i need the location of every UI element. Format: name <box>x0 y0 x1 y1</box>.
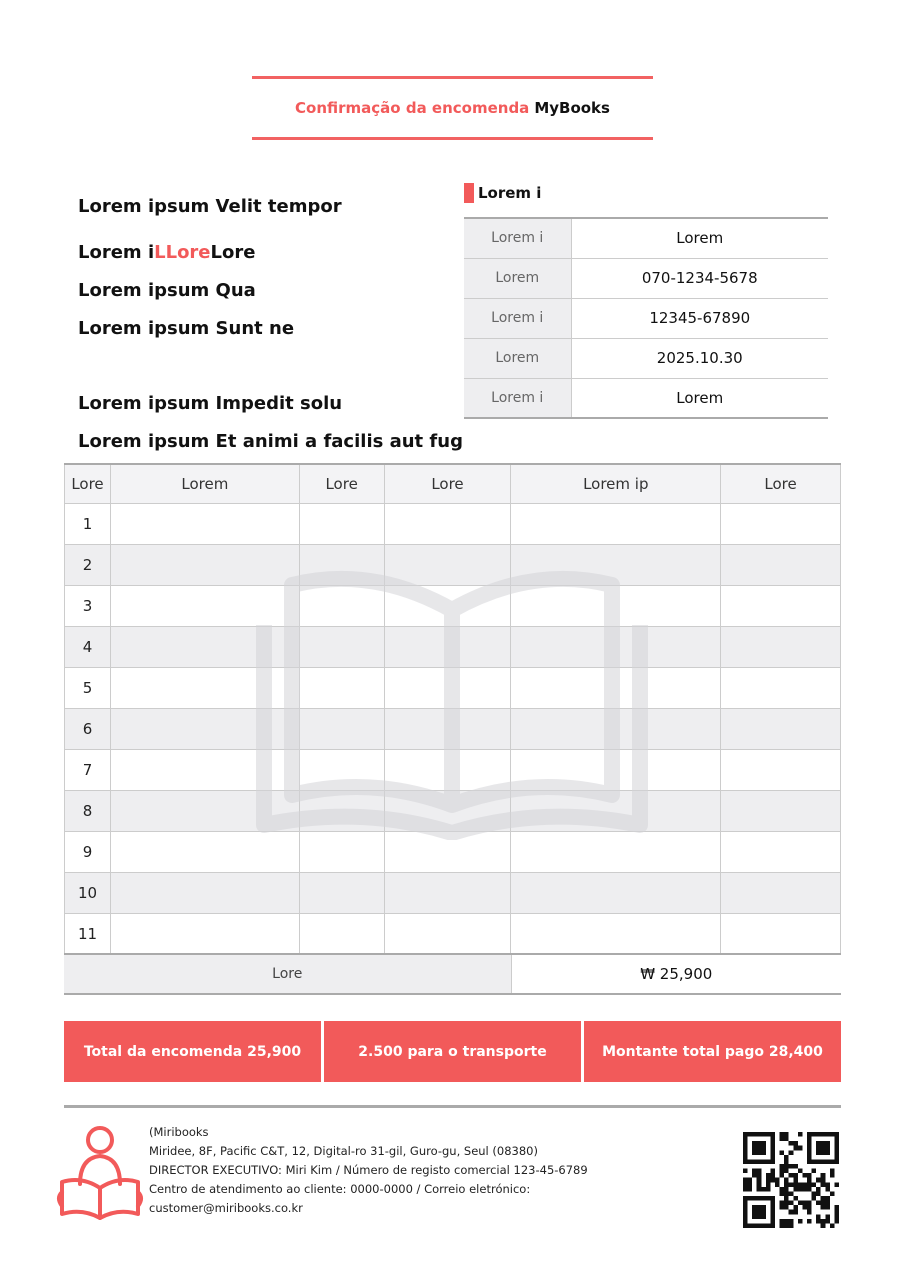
table-row <box>65 544 841 585</box>
customer-line-4: Lorem ipsum Sunt ne <box>78 318 295 339</box>
order-info-row <box>464 378 828 418</box>
customer-line-1: Lorem ipsum Velit tempor <box>78 196 342 217</box>
order-info-label: Lorem <box>464 258 571 298</box>
table-cell <box>299 626 384 667</box>
subtotal-label: Lore <box>64 954 511 994</box>
table-cell <box>110 585 299 626</box>
table-row <box>65 585 841 626</box>
row-number: 11 <box>65 913 111 954</box>
order-info-value: 2025.10.30 <box>571 338 828 378</box>
table-cell <box>511 790 721 831</box>
table-cell <box>110 503 299 544</box>
totals-bar <box>64 1021 841 1082</box>
table-cell <box>511 831 721 872</box>
company-support: Centro de atendimento ao cliente: 0000-0000 / Correio eletrónico: <box>149 1182 531 1196</box>
table-cell <box>721 749 841 790</box>
qr-code-icon <box>743 1132 839 1228</box>
footer-divider <box>64 1105 841 1108</box>
table-row <box>65 667 841 708</box>
column-header: Lore <box>299 464 384 503</box>
document-title <box>252 76 653 140</box>
table-cell <box>511 503 721 544</box>
table-row <box>65 503 841 544</box>
customer-line-2 <box>78 242 255 263</box>
table-cell <box>384 790 511 831</box>
column-header: Lorem ip <box>511 464 721 503</box>
customer-line-5: Lorem ipsum Impedit solu <box>78 393 343 414</box>
row-number: 6 <box>65 708 111 749</box>
table-cell <box>721 626 841 667</box>
table-cell <box>299 708 384 749</box>
table-cell <box>299 503 384 544</box>
table-row <box>65 872 841 913</box>
reader-icon <box>56 1122 144 1222</box>
row-number: 9 <box>65 831 111 872</box>
order-info-row <box>464 258 828 298</box>
customer-line-2-prefix: Lorem i <box>78 242 155 263</box>
table-row <box>65 708 841 749</box>
table-row <box>65 831 841 872</box>
order-info-value: 070-1234-5678 <box>571 258 828 298</box>
table-cell <box>299 790 384 831</box>
customer-line-2-highlight: LLore <box>154 242 211 263</box>
company-director: DIRECTOR EXECUTIVO: Miri Kim / Número de registo comercial 123-45-6789 <box>149 1163 588 1177</box>
table-cell <box>299 913 384 954</box>
table-cell <box>721 667 841 708</box>
table-cell <box>384 544 511 585</box>
brand-name: MyBooks <box>534 99 610 117</box>
table-cell <box>299 585 384 626</box>
customer-line-6: Lorem ipsum Et animi a facilis aut fug <box>78 431 463 452</box>
table-cell <box>110 667 299 708</box>
customer-line-3: Lorem ipsum Qua <box>78 280 256 301</box>
table-row <box>65 749 841 790</box>
company-info <box>149 1123 588 1218</box>
row-number: 4 <box>65 626 111 667</box>
items-header-row <box>65 464 841 503</box>
order-info-label: Lorem i <box>464 218 571 258</box>
table-cell <box>384 872 511 913</box>
column-header: Lore <box>384 464 511 503</box>
subtotal-table <box>64 953 841 995</box>
table-cell <box>384 749 511 790</box>
order-info-label: Lorem i <box>464 378 571 418</box>
table-cell <box>110 872 299 913</box>
row-number: 5 <box>65 667 111 708</box>
paid-total-box: Montante total pago 28,400 <box>584 1021 841 1082</box>
order-info-row <box>464 338 828 378</box>
table-cell <box>299 749 384 790</box>
table-cell <box>384 585 511 626</box>
heading-marker <box>464 183 474 203</box>
table-cell <box>299 544 384 585</box>
title-text: Confirmação da encomenda <box>295 99 530 117</box>
order-info-value: 12345-67890 <box>571 298 828 338</box>
table-cell <box>721 872 841 913</box>
table-cell <box>721 831 841 872</box>
order-info-heading-text: Lorem i <box>478 184 542 202</box>
table-cell <box>721 708 841 749</box>
row-number: 1 <box>65 503 111 544</box>
table-cell <box>511 626 721 667</box>
company-address: Miridee, 8F, Pacific C&T, 12, Digital-ro 31-gil, Guro-gu, Seul (08380) <box>149 1144 538 1158</box>
table-cell <box>384 708 511 749</box>
column-header: Lore <box>721 464 841 503</box>
customer-line-2-suffix: Lore <box>210 242 256 263</box>
table-row <box>65 626 841 667</box>
table-cell <box>110 708 299 749</box>
table-cell <box>511 872 721 913</box>
items-table <box>64 463 841 955</box>
row-number: 2 <box>65 544 111 585</box>
order-info-heading <box>464 183 541 203</box>
company-email: customer@miribooks.co.kr <box>149 1201 303 1215</box>
table-cell <box>511 749 721 790</box>
table-cell <box>384 626 511 667</box>
table-row <box>65 790 841 831</box>
table-cell <box>511 544 721 585</box>
subtotal-row <box>64 954 841 994</box>
subtotal-value: ₩ 25,900 <box>640 965 713 983</box>
table-cell <box>110 913 299 954</box>
row-number: 7 <box>65 749 111 790</box>
table-cell <box>299 831 384 872</box>
table-cell <box>110 831 299 872</box>
shipping-box: 2.500 para o transporte <box>324 1021 581 1082</box>
table-cell <box>299 872 384 913</box>
order-total-box: Total da encomenda 25,900 <box>64 1021 321 1082</box>
order-info-value: Lorem <box>571 218 828 258</box>
order-info-row <box>464 298 828 338</box>
table-cell <box>721 585 841 626</box>
table-cell <box>384 913 511 954</box>
table-cell <box>721 503 841 544</box>
table-cell <box>384 667 511 708</box>
order-info-label: Lorem <box>464 338 571 378</box>
table-cell <box>721 790 841 831</box>
table-cell <box>384 503 511 544</box>
order-info-table <box>464 217 828 419</box>
row-number: 3 <box>65 585 111 626</box>
table-cell <box>110 626 299 667</box>
table-cell <box>110 790 299 831</box>
table-cell <box>721 544 841 585</box>
table-cell <box>511 585 721 626</box>
order-info-value: Lorem <box>676 388 724 407</box>
table-cell <box>110 749 299 790</box>
column-header: Lorem <box>110 464 299 503</box>
table-cell <box>384 831 511 872</box>
table-cell <box>511 708 721 749</box>
table-cell <box>511 913 721 954</box>
order-info-row <box>464 218 828 258</box>
table-cell <box>110 544 299 585</box>
order-info-label: Lorem i <box>464 298 571 338</box>
company-name: (Miribooks <box>149 1125 209 1139</box>
table-cell <box>299 667 384 708</box>
table-row <box>65 913 841 954</box>
table-cell <box>511 667 721 708</box>
table-cell <box>721 913 841 954</box>
row-number: 10 <box>65 872 111 913</box>
column-header: Lore <box>65 464 111 503</box>
row-number: 8 <box>65 790 111 831</box>
